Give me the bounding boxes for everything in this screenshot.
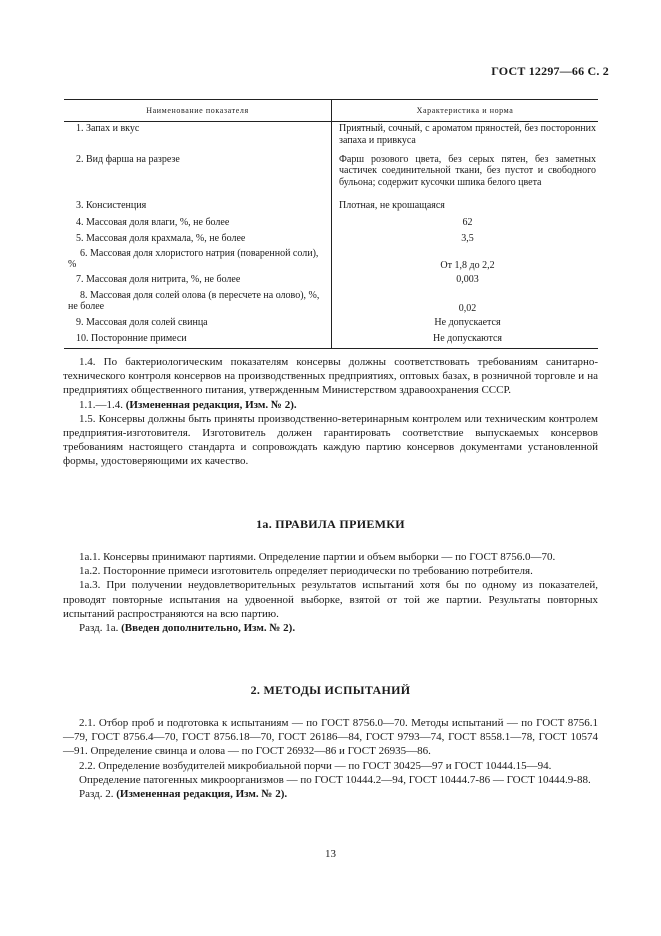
indicator-name: 10. Посторонние примеси [64,332,332,349]
table-header-row [64,100,598,122]
indicator-value: Не допускаются [332,332,599,349]
indicator-name: 1. Запах и вкус [64,122,332,153]
indicator-value: 0,02 [458,303,477,314]
paragraph-2-2-pathogens: Определение патогенных микроорганизмов — по ГОСТ 10444.2—94, ГОСТ 10444.7-86 — ГОСТ 10444.9-88. [79,773,591,786]
indicator-name: 3. Консистенция [64,199,332,216]
table-row [64,332,598,349]
section-1-text [63,355,598,469]
table-row [64,289,598,316]
indicator-name: 8. Массовая доля солей олова (в пересчете на олово), %, не более [64,289,332,316]
section-heading-1a: 1а. ПРАВИЛА ПРИЕМКИ [256,517,405,531]
table-row [64,247,598,273]
page-header: ГОСТ 12297—66 С. 2 [491,64,609,78]
indicator-name: 5. Массовая доля крахмала, %, не более [64,232,332,247]
indicator-name: 6. Массовая доля хлористого натрия (поваренной соли), % [64,247,332,273]
table-row [64,199,598,216]
paragraph-1a-2: 1а.2. Посторонние примеси изготовитель определяет периодически по требованию потребителя. [79,565,533,578]
indicator-value: Плотная, не крошащаяся [339,199,445,211]
table-row [64,273,598,289]
table-row [64,316,598,332]
paragraph-2-1: 2.1. Отбор проб и подготовка к испытаниям — по ГОСТ 8756.0—70. Методы испытаний — по ГОСТ 8756.1—79, ГОСТ 8756.4—70, ГОСТ 8756.18—70, ГОСТ 26186—84, ГОСТ 9793—74, ГОСТ 8558.1—78, ГОСТ 10574—91. Определение свинца и олова — по ГОСТ 26932—86 и ГОСТ 26935—86. [63,717,598,758]
indicator-value: Не допускается [434,316,501,328]
table-row [64,216,598,232]
indicator-name: 7. Массовая доля нитрита, %, не более [64,273,332,289]
quality-table [64,99,598,349]
indicator-name: 9. Массовая доля солей свинца [64,316,332,332]
amendment-note-1: 1.1.—1.4. (Измененная редакция, Изм. № 2). [79,398,297,411]
table-row [64,153,598,199]
indicator-name: 4. Массовая доля влаги, %, не более [64,216,332,232]
amendment-note-2: Разд. 2. (Измененная редакция, Изм. № 2). [79,788,288,801]
section-heading-2: 2. МЕТОДЫ ИСПЫТАНИЙ [250,683,411,697]
paragraph-1-4: 1.4. По бактериологическим показателям консервы должны соответствовать требованиям санитарно-технического контроля консервов на производственных предприятиях, оптовых базах, в розничной торговле и на предприятиях общественного питания, утвержденным Министерством здравоохранения СССР. [63,356,598,397]
indicator-value: От 1,8 до 2,2 [440,260,495,271]
table-row [64,122,598,153]
indicator-name: 2. Вид фарша на разрезе [64,153,332,199]
amendment-note-1a: Разд. 1а. (Введен дополнительно, Изм. № 2). [79,622,296,635]
paragraph-1a-3: 1а.3. При получении неудовлетворительных результатов испытаний хотя бы по одному из показателей, проводят повторные испытания на удвоенной выборке, взятой от той же партии. Результаты повторных испытаний распространяются на всю партию. [63,579,598,620]
table-row [64,232,598,247]
indicator-value: Приятный, сочный, с ароматом пряностей, без посторонних запаха и привкуса [339,123,596,146]
paragraph-2-2: 2.2. Определение возбудителей микробиальной порчи — по ГОСТ 30425—97 и ГОСТ 10444.15—94. [79,759,552,772]
indicator-value: 3,5 [461,232,474,244]
section-2-text [63,716,598,801]
column-header-name: Наименование показателя [64,100,332,122]
page-number: 13 [325,848,336,860]
paragraph-1a-1: 1а.1. Консервы принимают партиями. Определение партии и объем выборки — по ГОСТ 8756.0—70. [79,551,556,563]
section-1a-text [63,550,598,635]
paragraph-1-5: 1.5. Консервы должны быть приняты производственно-ветеринарным контролем или техническим контролем предприятия-изготовителя. Изготовитель должен гарантировать соответствие выпускаемых консервов требованиям настоящего стандарта и сопровождать каждую партию консервов документами установленной формы, удостоверяющими их качество. [63,412,598,468]
indicator-value: Фарш розового цвета, без серых пятен, без заметных частичек соединительной ткани, без пустот и свободного бульона; содержит кусочки шпика белого цвета [339,153,596,188]
indicator-value: 0,003 [456,273,479,285]
column-header-value: Характеристика и норма [332,100,599,122]
indicator-value: 62 [462,216,473,228]
